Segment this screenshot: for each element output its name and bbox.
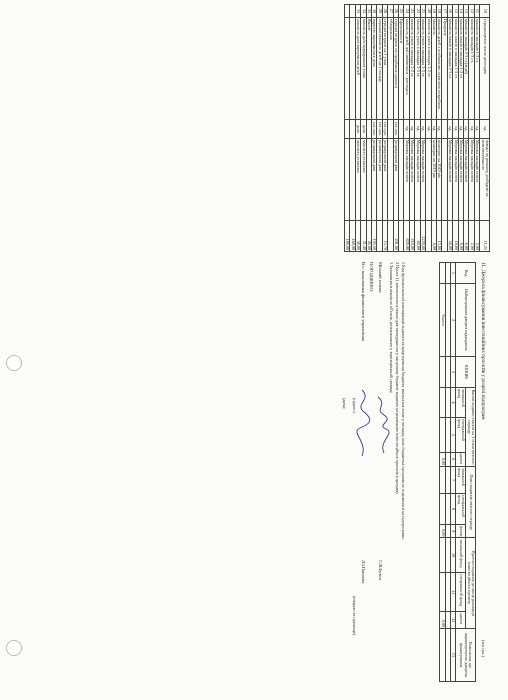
indicator-cell-n: 20 <box>426 5 431 18</box>
indicator-row <box>393 5 398 252</box>
indicators-table <box>344 4 490 252</box>
column-number: 6 <box>450 452 455 467</box>
indicator-cell-n: 24 <box>404 5 409 18</box>
indicator-cell-value: 829,00 <box>404 221 409 252</box>
column-number: 11 <box>450 572 455 612</box>
col-group-plan: План видатків звітного періоду <box>466 467 476 538</box>
punch-hole <box>6 355 22 371</box>
indicator-cell-value: 26,00 <box>366 221 371 252</box>
sub-special: спеціальний фонд <box>456 572 466 612</box>
indicator-cell-unit: днів <box>361 119 366 138</box>
indicator-row <box>458 5 463 252</box>
head-name: С.В.Бузіга <box>378 560 383 581</box>
indicator-row <box>404 5 409 252</box>
indicator-cell-unit: од. <box>458 119 463 138</box>
total-plan: 0,00 <box>440 525 445 538</box>
sign-caption: (підпис) <box>352 398 357 413</box>
indicator-cell-value <box>377 221 382 252</box>
indicator-cell-name: Ефективності <box>399 17 404 119</box>
indicator-cell-note: розрахункові дані <box>382 138 387 220</box>
indicator-cell-value: 8,00 <box>458 221 463 252</box>
indicator-cell-value: 201,00 <box>393 221 398 252</box>
col-group-forecast: Прогноз видатків до кінця реалізації інвестиційного проекту <box>466 538 476 629</box>
indicator-cell-name: кількість <box>431 17 436 119</box>
date-caption: (дата) <box>342 398 347 409</box>
indicator-cell-name: кількість дітей, які навчаються - дітогодин <box>404 17 409 119</box>
indicator-cell-n: 18 <box>436 5 441 18</box>
indicator-cell-n: 27 <box>388 5 393 18</box>
indicator-cell-value: 21,40 <box>361 221 366 252</box>
column-number: 4 <box>450 388 455 418</box>
indicator-cell-note: Мережа закладів освіти <box>404 138 409 220</box>
tail-value: 180,00 <box>345 221 350 252</box>
section-11-title: 11. Джерела фінансування інвестиційних проектів у розрізі підпрограм <box>480 262 486 420</box>
indicator-cell-note: розрахункові дані <box>393 138 398 220</box>
indicator-cell-n: 12 <box>469 5 474 18</box>
indicator-cell-n: 28 <box>382 5 387 18</box>
indicator-row <box>426 5 431 252</box>
col-explain: Пояснення, що характеризують джерела фінансування <box>456 629 476 682</box>
indicator-cell-note <box>399 138 404 220</box>
indicator-row <box>355 5 360 252</box>
total-forecast: 0,00 <box>440 612 445 629</box>
footnote-2: 2 Пункт 11 заповнюється тільки для затверджених у місцевому бюджеті видатків на реалізацію інвестиційних проектів (програм). <box>395 262 400 495</box>
indicator-cell-n: 30 <box>372 5 377 18</box>
indicator-row <box>366 5 371 252</box>
indicator-cell-note <box>366 138 371 220</box>
indicator-cell-n: 21 <box>420 5 425 18</box>
sub-general: загальний фонд <box>456 388 466 418</box>
header-value: 11,25 <box>480 221 490 252</box>
initials-caption: (ініціали та прізвище) <box>352 596 357 636</box>
indicator-cell-unit: од. <box>453 119 458 138</box>
indicator-cell-name: кількість дітей з особливими освітніми потребами <box>436 17 441 119</box>
indicator-cell-value: 15,00 <box>436 221 441 252</box>
col-name: Найменування джерел надходжень <box>456 284 476 357</box>
indicator-cell-name: кількість закладів 1-2 ст. <box>474 17 479 119</box>
sub-general: загальний фонд <box>456 538 466 572</box>
indicator-cell-name: кількість закладів 1-3 ст. <box>469 17 474 119</box>
tail-value: 168,00 <box>350 221 355 252</box>
finance-title: В.о. начальника фінансового управління <box>361 262 366 342</box>
indicator-cell-unit: тис.грн. <box>393 119 398 138</box>
indicator-cell-unit <box>366 119 371 138</box>
tail-cell <box>345 138 350 220</box>
indicator-cell-note <box>426 138 431 220</box>
footnote-3: 3 Зазначається кількість об'єктів, розташованих у територіальній громаді <box>389 262 394 393</box>
financing-sources-table <box>439 262 476 682</box>
indicator-cell-note: кошторис на 2019 рік <box>431 138 436 220</box>
indicator-cell-value: 38,00 <box>355 221 360 252</box>
indicator-cell-note: Мережа закладів освіти <box>447 138 452 220</box>
indicator-cell-name: кількість класів в закладах 1-3 ст. <box>453 17 458 119</box>
indicator-cell-name: кількість класів в закладах 1-2 ст. <box>458 17 463 119</box>
indicator-cell-unit: тис.грн. <box>372 119 377 138</box>
indicator-cell-name: вартість харчування в день <box>372 17 377 119</box>
indicator-cell-value: 13,70 <box>382 221 387 252</box>
punch-hole <box>6 640 22 656</box>
indicator-cell-value <box>399 221 404 252</box>
column-number: 9 <box>450 525 455 538</box>
indicator-cell-value: 18,00 <box>453 221 458 252</box>
tail-cell <box>345 5 350 18</box>
column-number: 12 <box>450 612 455 629</box>
tail-cell <box>345 119 350 138</box>
indicator-cell-n: 13 <box>463 5 468 18</box>
indicator-cell-n: 32 <box>361 5 366 18</box>
indicator-cell-note: Мережа закладів освіти <box>463 138 468 220</box>
indicator-row <box>463 5 468 252</box>
indicator-cell-note <box>388 138 393 220</box>
indicator-cell-name: кількість учнів в закладах 1-2 ст. <box>409 17 414 119</box>
empty-row <box>445 263 450 682</box>
header-unit: од. <box>480 119 490 138</box>
indicator-cell-note: Мережа закладів освіти <box>409 138 414 220</box>
indicator-cell-unit: од. <box>431 119 436 138</box>
indicator-cell-value: 82,00 <box>415 221 420 252</box>
column-number: 2 <box>450 284 455 357</box>
indicator-cell-name: кількість учнів в закладах 1-3 ст. <box>420 17 425 119</box>
indicator-cell-value: 2,00 <box>469 221 474 252</box>
total-label: Усього <box>440 284 445 357</box>
indicator-cell-n: 23 <box>409 5 414 18</box>
indicator-row <box>447 5 452 252</box>
indicator-cell-name: кількість учнів в закладах 1-2 ст. <box>426 17 431 119</box>
indicator-row <box>382 5 387 252</box>
indicator-row <box>474 5 479 252</box>
indicator-cell-name: кількість учнів в закладах 2-3 ст. <box>415 17 420 119</box>
indicator-cell-unit: тис.грн. <box>382 119 387 138</box>
indicator-cell-note: звітність установи <box>361 138 366 220</box>
indicator-cell-unit: од. <box>420 119 425 138</box>
col-kpkvk: КПКВК <box>456 357 476 388</box>
units-note: (тис.грн.) <box>481 640 486 657</box>
indicator-cell-note: розрахункові дані <box>377 138 382 220</box>
indicator-cell-name: Якості <box>366 17 371 119</box>
tail-cell <box>350 119 355 138</box>
indicator-row <box>409 5 414 252</box>
sub-special: спеціальний фонд <box>456 418 466 453</box>
indicator-cell-unit <box>399 119 404 138</box>
footnote-1: 1 Код функціональної класифікації видатків та кредитування бюджету вказується лише у випадку, коли бюджетна програма не поділяється на підпрограми. <box>401 262 406 540</box>
tail-cell <box>350 17 355 119</box>
sub-total: разом <box>456 525 466 538</box>
indicator-rows <box>355 5 479 252</box>
indicator-cell-unit <box>388 119 393 138</box>
indicator-cell-unit: од. <box>404 119 409 138</box>
column-number: 3 <box>450 357 455 388</box>
indicator-cell-name: кількість днів відвідування учнів <box>361 17 366 119</box>
indicator-cell-value: 2,00 <box>474 221 479 252</box>
total-row <box>440 263 445 682</box>
indicator-cell-value <box>388 221 393 252</box>
indicator-cell-note: звітність установи <box>355 138 360 220</box>
tail-cell <box>350 138 355 220</box>
indicator-cell-n: 29 <box>377 5 382 18</box>
indicator-row <box>388 5 393 252</box>
column-number: 10 <box>450 538 455 572</box>
indicator-cell-value: 6,00 <box>463 221 468 252</box>
indicator-row <box>431 5 436 252</box>
agreed-label: ПОГОДЖЕНО: <box>369 262 374 293</box>
col-code: Код <box>456 263 476 284</box>
header-col10: 10 <box>480 5 490 18</box>
indicator-cell-unit: од. <box>436 119 441 138</box>
indicator-cell-unit <box>442 119 447 138</box>
indicator-cell-name: обладнання <box>388 17 393 119</box>
indicator-cell-note: Мережа закладів освіти <box>474 138 479 220</box>
column-number: 8 <box>450 494 455 525</box>
column-number: 13 <box>450 629 455 682</box>
indicator-cell-note: Мережа закладів освіти <box>458 138 463 220</box>
total-spent: 0,00 <box>440 452 445 467</box>
indicator-cell-n: 14 <box>458 5 463 18</box>
indicator-cell-value <box>442 221 447 252</box>
indicator-cell-n: 11 <box>474 5 479 18</box>
indicator-cell-unit: од. <box>415 119 420 138</box>
indicator-cell-unit: од. <box>426 119 431 138</box>
finance-signature <box>354 388 372 458</box>
head-signature <box>374 395 390 455</box>
indicator-row <box>469 5 474 252</box>
indicator-cell-n: 19 <box>431 5 436 18</box>
indicator-cell-name: кількість закладів 2-3 ст.(ліцеї) <box>463 17 468 119</box>
header-note: заходи по ремонту, розбудові та комплектуванню <box>480 138 490 220</box>
indicator-cell-unit: днів <box>355 119 360 138</box>
indicator-cell-note: Мережа закладів освіти <box>453 138 458 220</box>
indicator-cell-n: 16 <box>447 5 452 18</box>
indicator-row <box>442 5 447 252</box>
indicator-cell-name: середня кількість дітей на 1 посаду <box>377 17 382 119</box>
sub-special: спеціальний фонд <box>456 494 466 525</box>
column-number: 7 <box>450 467 455 494</box>
indicator-row <box>377 5 382 252</box>
indicator-cell-value: 219,00 <box>409 221 414 252</box>
indicator-cell-n: 25 <box>399 5 404 18</box>
indicator-cell-n: 33 <box>355 5 360 18</box>
indicator-row <box>415 5 420 252</box>
indicator-cell-n: 31 <box>366 5 371 18</box>
indicator-cell-note: Мережа закладів освіти <box>469 138 474 220</box>
indicator-row <box>372 5 377 252</box>
indicator-cell-name: середні витрати на 1 учня <box>382 17 387 119</box>
indicator-cell-unit: од. <box>409 119 414 138</box>
indicator-cell-unit: од. <box>469 119 474 138</box>
indicator-cell-n: 22 <box>415 5 420 18</box>
indicator-row <box>399 5 404 252</box>
indicator-row <box>420 5 425 252</box>
tail-cell <box>350 5 355 18</box>
indicator-cell-note: Мережа закладів освіти <box>415 138 420 220</box>
sub-general: загальний фонд <box>456 467 466 494</box>
indicator-cell-n: 15 <box>453 5 458 18</box>
indicator-cell-note: розрахункові дані <box>372 138 377 220</box>
indicator-cell-value: 4,00 <box>431 221 436 252</box>
indicator-row <box>453 5 458 252</box>
indicator-cell-note: кошторис на 2019 рік <box>436 138 441 220</box>
finance-name: Л.І.Павлова <box>361 560 366 584</box>
indicator-cell-name: Продукту <box>442 17 447 119</box>
indicator-cell-value <box>426 221 431 252</box>
indicator-cell-note: Мережа закладів освіти <box>420 138 425 220</box>
column-number: 1 <box>450 263 455 284</box>
indicator-row <box>436 5 441 252</box>
indicator-cell-unit: од. <box>447 119 452 138</box>
indicator-cell-note <box>442 138 447 220</box>
head-title: Міський голова <box>378 262 383 293</box>
indicator-cell-n: 17 <box>442 5 447 18</box>
header-text: середньорічне число дітогодин <box>480 17 490 119</box>
indicator-cell-unit: од. <box>463 119 468 138</box>
indicator-cell-unit: тис.грн. <box>377 119 382 138</box>
column-number: 5 <box>450 418 455 453</box>
indicator-cell-value: 103,50 <box>372 221 377 252</box>
indicator-cell-n: 26 <box>393 5 398 18</box>
indicator-cell-value: 34,00 <box>447 221 452 252</box>
col-group-spent: Касові видатки станом на 1 січня звітного періоду <box>466 388 476 467</box>
indicator-row <box>361 5 366 252</box>
tail-cell <box>345 17 350 119</box>
column-numbers-row <box>450 263 455 682</box>
sub-total: разом <box>456 452 466 467</box>
indicator-cell-name: кількість класів в закладах 2-3 ст. <box>447 17 452 119</box>
sub-total: разом <box>456 612 466 629</box>
indicator-cell-name: кількість днів харчування дітей <box>355 17 360 119</box>
indicator-cell-name: середні витрати на придбання одиниці <box>393 17 398 119</box>
indicator-cell-unit: од. <box>474 119 479 138</box>
indicator-cell-value: 1229,00 <box>420 221 425 252</box>
